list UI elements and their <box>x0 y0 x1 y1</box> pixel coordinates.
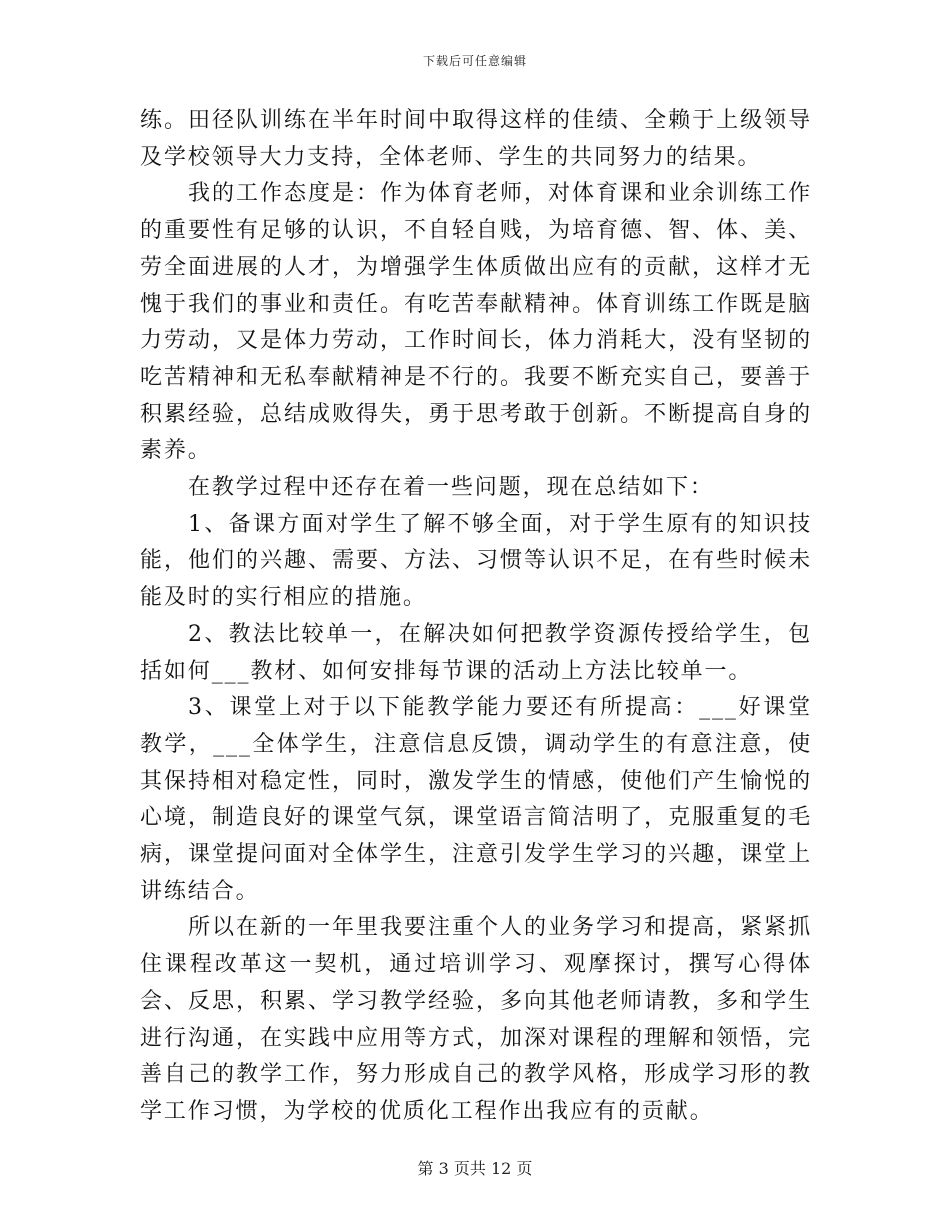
paragraph-problem-1: 1、备课方面对学生了解不够全面，对于学生原有的知识技能，他们的兴趣、需要、方法、习惯等认识不足，在有些时候未能及时的实行相应的措施。 <box>140 511 812 611</box>
paragraph-problem-2: 2、教法比较单一，在解决如何把教学资源传授给学生，包括如何___教材、如何安排每节课的活动上方法比较单一。 <box>140 621 812 684</box>
document-body <box>140 103 812 1131</box>
paragraph-work-attitude: 我的工作态度是：作为体育老师，对体育课和业余训练工作的重要性有足够的认识，不自轻自贱，为培育德、智、体、美、劳全面进展的人才，为增强学生体质做出应有的贡献，这样才无愧于我们的事业和责任。有吃苦奉献精神。体育训练工作既是脑力劳动，又是体力劳动，工作时间长，体力消耗大，没有坚韧的吃苦精神和无私奉献精神是不行的。我要不断充实自己，要善于积累经验，总结成败得失，勇于思考敢于创新。不断提高自身的素养。 <box>140 181 812 464</box>
paragraph-problems-intro: 在教学过程中还存在着一些问题，现在总结如下： <box>188 475 714 501</box>
paragraph-conclusion: 所以在新的一年里我要注重个人的业务学习和提高，紧紧抓住课程改革这一契机，通过培训学习、观摩探讨，撰写心得体会、反思，积累、学习教学经验，多向其他老师请教，多和学生进行沟通，在实践中应用等方式，加深对课程的理解和领悟，完善自己的教学工作，努力形成自己的教学风格，形成学习形的教学工作习惯，为学校的优质化工程作出我应有的贡献。 <box>140 915 812 1124</box>
paragraph-continuation: 练。田径队训练在半年时间中取得这样的佳绩、全赖于上级领导及学校领导大力支持，全体老师、学生的共同努力的结果。 <box>140 108 812 170</box>
page-header: 下载后可任意编辑 <box>422 54 527 68</box>
page-footer: 第 3 页共 12 页 <box>417 1159 533 1178</box>
paragraph-problem-3: 3、课堂上对于以下能教学能力要还有所提高：___好课堂教学，___全体学生，注意信息反馈，调动学生的有意注意，使其保持相对稳定性，同时，激发学生的情感，使他们产生愉悦的心境，制造良好的课堂气氛，课堂语言简洁明了，克服重复的毛病，课堂提问面对全体学生，注意引发学生学习的兴趣，课堂上讲练结合。 <box>140 695 812 904</box>
